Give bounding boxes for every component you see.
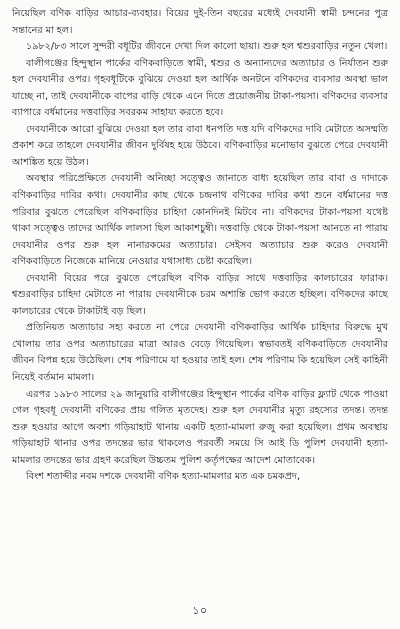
paragraph-escalation: প্রতিনিয়ত অত্যাচার সহ্য করতে না পেরে দেবযানী বণিকবাড়ির আর্থিক চাহিদার বিরুদ্ধে মুখ খোলায় তার ওপর অত্যাচারের মাত্রা আরও বেড়ে গিয়েছিল। স্বভাবতই বণিকবাড়িতে দেবযানীর জীবন বিপন্ন হয়ে উঠেছিল। শেষ পরিণামে যা হওয়ার তাই হল। শেষ পরিণাম কি হয়েছিল সেই কাহিনী নিয়েই বর্তমান মামলা।: [12, 322, 388, 384]
paragraph-torture-begins: বালীগঞ্জের হিন্দুস্থান পার্কের বণিকবাড়িতে স্বামী, শ্বশুর ও অন্যান্যদের অত্যাচার ও নির্যাতন শুরু হল দেবযানীর ওপর। গৃহবধূটিকে বুঝিয়ে দেওয়া হল আর্থিক অনটনে বণিকদের ব্যবসার অবস্থা ভাল যাচ্ছে না, তাই দেবযানীকে বাপের বাড়ি থেকে এনে দিতে প্রয়োজনীয় টাকা-পয়সা। বণিকদের ব্যবসার ব্যাপারে বর্ধমানের দত্তবাড়ির সবরকম সাহায্য করতে হবে।: [12, 57, 388, 119]
body-text: [12, 6, 388, 486]
paragraph-culture-gap: দেবযানী বিয়ের পরে বুঝতে পেরেছিল বণিক বাড়ির সাথে দত্তবাড়ির কালচারের ফারাক। শ্বশুরবাড়ির চাহিদা মেটাতে না পারায় দেবযানীকে চরম অশান্তি ভোগ করতে হচ্ছিল। বণিকদের কাছে কালচারের থেকে টাকাটাই বড় ছিল।: [12, 272, 388, 317]
page-number: ১০: [192, 604, 208, 617]
paragraph-threat: দেবযানীকে আরো বুঝিয়ে দেওয়া হল তার বাবা ধনপতি দত্ত যদি বণিকদের দাবি মেটাতে অসম্মতি প্রকাশ করে তাহলে দেবযানীর জীবন দুর্বিষহ হয়ে উঠবে। বণিকবাড়ির মনোভাব বুঝতে পেরে দেবযানী আশঙ্কিত হয়ে উঠল।: [12, 123, 388, 168]
paragraph-closing: বিংশ শতাব্দীর নবম দশকে দেবযানী বণিক হত্যা-মামলার মত এক চমকপ্রদ,: [26, 471, 300, 483]
paragraph-investigation: এরপর ১৯৮৩ সালের ২৯ জানুয়ারি বালীগঞ্জের হিন্দুস্থান পার্কের বণিক বাড়ির ফ্ল্যাট থেকে পাওয়া গেল গৃহবধূ দেবযানী বণিকের প্রায় গলিত মৃতদেহ। শুরু হল দেবযানীর মৃত্যু রহস্যের তদন্ত। তদন্ত শুরু হওয়ার আগে অবশ্য গড়িয়াহাট থানায় একটি হত্যা-মামলা রুজু করা হয়েছিল। প্রথম অবস্থায় গড়িয়াহাট থানার ওপর তদন্তের ভার থাকলেও পরবর্তী সময়ে সি আই ডি পুলিশ দেবযানী হত্যা-মামলার তদন্তের ভার গ্রহণ করেছিল উচ্চতম পুলিশ কর্তৃপক্ষের আদেশ মোতাবেক।: [12, 388, 388, 466]
paragraph-continuation: নিয়েছিল বণিক বাড়ির আচার-ব্যবহার। বিয়ের দুই-তিন বছরের মধ্যেই দেবযানী স্বামী চন্দনের পুত্র সন্তানের মা হল।: [12, 8, 388, 36]
paragraph-demands: অবস্থার পরিপ্রেক্ষিতে দেবযানী অনিচ্ছা সত্ত্বেও জানাতে বাধ্য হয়েছিল তার বাবা ও দাদাকে বণিকবাড়ির দাবির কথা। দেবযানীর কাছ থেকে চন্দ্রনাথ বণিকের দাবির কথা শুনে বর্ধমানের দত্ত পরিবার বুঝতে পেরেছিল বণিকবাড়ির চাহিদা কোনদিনই মিটবে না। বণিকদের টাকা-পয়সা যথেষ্ট থাকা সত্ত্বেও তাদের আর্থিক লালসা ছিল আকাশচুম্বী। দত্তবাড়ি থেকে টাকা-পয়সা আনতে না পারায় দেবযানীর ওপর শুরু হল নানারকমের অত্যাচার। সেইসব অত্যাচার শুরু করেও দেবযানী বণিকবাড়িতে নিজেকে মানিয়ে নেওয়ার যথাসাধ্য চেষ্টা করেছিল।: [12, 173, 388, 268]
paragraph-1982-shadow: ১৯৮২/৮৩ সালে সুন্দরী বধূটির জীবনে দেখা দিল কালো ছায়া। শুরু হল শ্বশুরবাড়ির নতুন খেলা।: [26, 41, 388, 53]
